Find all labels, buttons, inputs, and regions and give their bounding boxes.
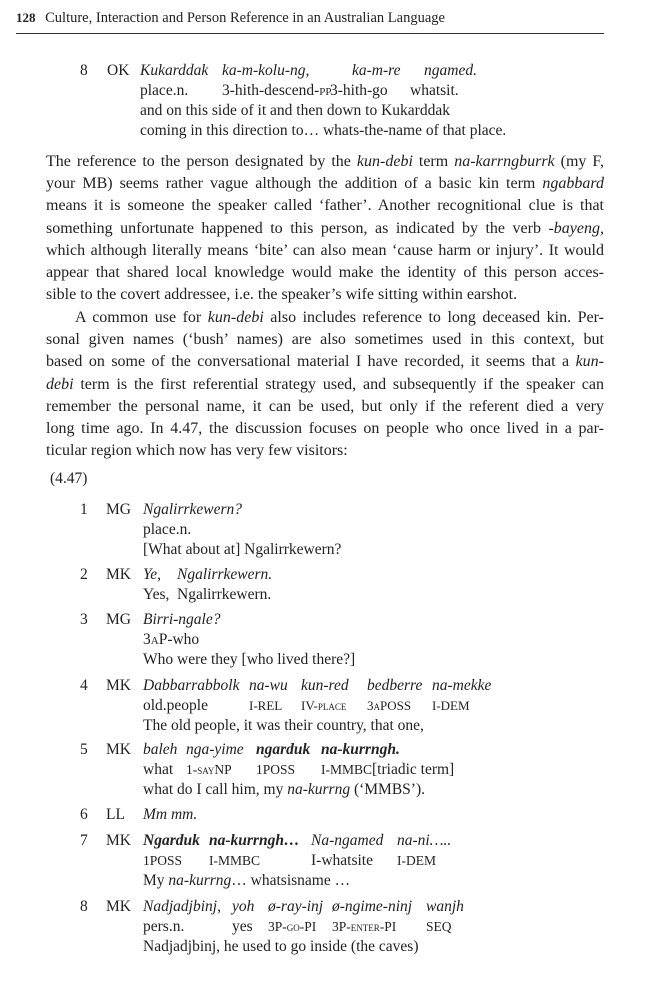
page-number: 128	[16, 10, 36, 25]
text-line: based on some of the conversational material I have recorded, it seems that a kun-	[46, 353, 604, 371]
word: Mm mm.	[143, 806, 198, 823]
line-number: 1	[80, 501, 88, 518]
example-label: (4.47)	[50, 470, 88, 487]
word: Dabbarrabbolk	[143, 677, 240, 694]
text-line: debi term is the first referential strategy used, and subsequently if the speaker can	[46, 375, 604, 393]
speaker-code: MK	[106, 741, 131, 758]
word: Nadjadjbinj,	[143, 898, 221, 915]
gloss: old.people	[143, 697, 208, 714]
gloss: 3aPOSS	[367, 698, 412, 713]
word: ka-m-re	[352, 62, 401, 79]
paragraph-2	[46, 307, 604, 462]
word: na-mekke	[432, 677, 492, 694]
gloss: 1POSS	[256, 762, 296, 777]
text-line: long time ago. In 4.47, the discussion focuses on people who once lived in a par-	[46, 420, 604, 438]
line-number: 7	[80, 832, 88, 849]
line-number: 6	[80, 806, 88, 823]
word: ø-ngime-ninj	[332, 898, 413, 915]
speaker-code: MK	[106, 566, 131, 583]
gloss: 3-hith-go	[330, 82, 388, 99]
running-title: Culture, Interaction and Person Reference in an Australian Language	[45, 10, 445, 26]
line-number: 3	[80, 611, 88, 628]
gloss: I-whatsite	[311, 852, 373, 869]
translation: [What about at] Ngalirrkewern?	[143, 541, 342, 558]
text-line: remember the personal name, it can be used, but only if the referent died a very	[46, 397, 604, 415]
translation: Nadjadjbinj, he used to go inside (the caves)	[143, 938, 419, 955]
example-447	[80, 500, 620, 960]
gloss: I-DEM	[432, 698, 470, 713]
line-number: 8	[80, 898, 88, 915]
gloss: I-DEM	[397, 853, 436, 868]
word: na-kurrngh…	[209, 832, 300, 849]
line-number: 4	[80, 677, 88, 694]
gloss: place.n.	[140, 82, 189, 99]
gloss: 1POSS	[143, 853, 183, 868]
word: kun-red	[301, 677, 349, 694]
translation: and on this side of it and then down to Kukarddak	[140, 102, 450, 119]
gloss: I-REL	[249, 698, 283, 713]
translation: The old people, it was their country, that one,	[143, 717, 424, 734]
word: nga-yime	[186, 741, 244, 758]
word: Ngalirrkewern?	[143, 501, 243, 518]
gloss: IV-place	[301, 698, 347, 713]
gloss: whatsit.	[410, 82, 459, 99]
speaker-code: MG	[106, 611, 131, 628]
word: Ye,	[143, 566, 161, 583]
speaker-code: LL	[106, 806, 125, 823]
text-line: The reference to the person designated by the kun-debi term na-karrngburrk (my F,	[46, 153, 605, 170]
word: Na-ngamed	[311, 832, 384, 849]
gloss: SEQ	[426, 919, 452, 934]
gloss: I-MMBC	[209, 853, 261, 868]
gloss: Yes,	[143, 586, 170, 603]
speaker-code: OK	[107, 62, 130, 79]
word: yoh	[232, 898, 255, 915]
word: bedberre	[367, 677, 423, 694]
gloss: I-MMBC[triadic term]	[321, 761, 455, 778]
line-number: 2	[80, 566, 88, 583]
gloss: 3-hith-descend-pp	[222, 82, 332, 99]
gloss: 1-sayNP	[186, 762, 232, 777]
translation: My na-kurrng… whatsisname …	[143, 872, 351, 889]
text-line: means it is someone the speaker called ‘father’. Another recognitional clue is that	[46, 197, 604, 215]
speaker-code: MK	[106, 832, 131, 849]
text-line: sonal given names (‘bush’ names) are also sometimes used in this context, but	[46, 331, 604, 349]
speaker-code: MG	[106, 501, 131, 518]
word: ngarduk	[256, 741, 311, 758]
translation: coming in this direction to… whats-the-name of that place.	[140, 122, 507, 139]
word: na-kurrngh.	[321, 741, 400, 758]
word: Ngarduk	[143, 832, 200, 849]
gloss: place.n.	[143, 521, 192, 538]
translation: what do I call him, my na-kurrng (‘MMBS’).	[143, 781, 425, 798]
word: na-ni…..	[397, 832, 452, 849]
text-line: something unfortunate happened to this person, as indicated by the verb -bayeng,	[46, 219, 604, 237]
text-line: appear that shared local knowledge would make the identity of this person acces-	[46, 264, 604, 282]
word: na-wu	[249, 677, 288, 694]
gloss: pers.n.	[143, 918, 185, 935]
running-header	[16, 10, 604, 34]
word: wanjh	[426, 898, 464, 915]
speaker-code: MK	[106, 677, 131, 694]
word: ngamed.	[424, 62, 477, 79]
word: baleh	[143, 741, 178, 758]
example-number: 8	[80, 62, 88, 79]
gloss: yes	[232, 918, 253, 935]
word: Kukarddak	[140, 62, 209, 79]
text-line: your MB) seems rather vague although the addition of a basic kin term ngabbard	[46, 175, 604, 193]
word: ka-m-kolu-ng,	[222, 62, 310, 79]
word: Ngalirrkewern.	[177, 566, 273, 583]
line-number: 5	[80, 741, 88, 758]
gloss: 3P-go-PI	[268, 919, 317, 934]
text-line: which although literally means ‘bite’ can also mean ‘cause harm or injury’. It would	[46, 241, 604, 259]
gloss: Ngalirrkewern.	[177, 586, 272, 603]
example-8-top	[80, 61, 620, 141]
word: Birri-ngale?	[143, 611, 221, 628]
gloss: 3P-enter-PI	[332, 919, 397, 934]
paragraph-1	[46, 151, 604, 306]
speaker-code: MK	[106, 898, 131, 915]
text-line: A common use for kun-debi also includes reference to long deceased kin. Per-	[75, 309, 604, 326]
gloss: what	[143, 761, 174, 778]
text-line: sible to the covert addressee, i.e. the speaker’s wife sitting within earshot.	[46, 286, 518, 304]
gloss: 3aP-who	[143, 631, 200, 648]
text-line: ticular region which now has very few visitors:	[46, 442, 348, 460]
word: ø-ray-inj	[268, 898, 324, 915]
translation: Who were they [who lived there?]	[143, 651, 356, 668]
